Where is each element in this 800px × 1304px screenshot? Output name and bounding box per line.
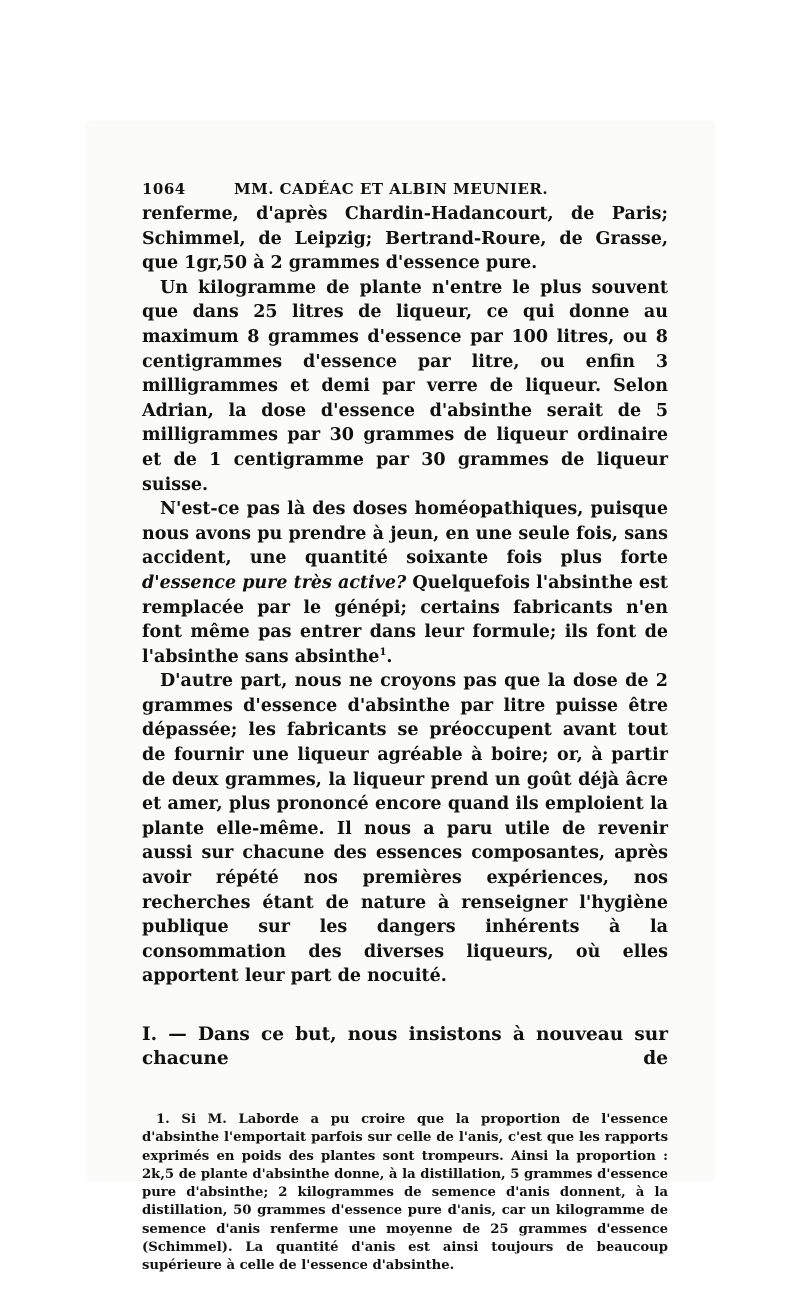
paragraph-continuation: renferme, d'après Chardin-Hadancourt, de Paris; Schimmel, de Leipzig; Bertrand-Roure, de Grasse, que 1gr,50 à 2 grammes d'essence pure.	[142, 204, 668, 274]
main-text	[142, 202, 668, 989]
paragraph-doses	[142, 497, 668, 669]
footnote	[142, 1111, 668, 1276]
paragraph-doses-emphasis: d'essence pure très active?	[142, 572, 407, 593]
paragraph-doses-start: N'est-ce pas là des doses homéopathiques, puisque nous avons pu prendre à jeun, en une seule fois, sans accident, une quantité soixante fois plus forte	[142, 499, 668, 569]
paragraph-doses-middle: Quelquefois l'absinthe est remplacée par le génépi; certains fabricants n'en font même pas entrer dans leur formule; ils font de l'absinthe sans absinthe	[142, 572, 669, 667]
header-authors: MM. CADÉAC ET ALBIN MEUNIER.	[234, 180, 549, 198]
book-page	[142, 180, 668, 1276]
paragraph-kilogramme: Un kilogramme de plante n'entre le plus souvent que dans 25 litres de liqueur, ce qui donne au maximum 8 grammes d'essence par 100 litres, ou 8 centigrammes d'essence par litre, ou enfin 3 milligrammes et demi par verre de liqueur. Selon Adrian, la dose d'essence d'absinthe serait de 5 milligrammes par 30 grammes de liqueur ordinaire et de 1 centigramme par 30 grammes de liqueur suisse.	[142, 277, 668, 495]
paragraph-doses-end: .	[386, 646, 393, 667]
page-number: 1064	[142, 180, 186, 198]
paragraph-dosage-limit: D'autre part, nous ne croyons pas que la dose de 2 grammes d'essence d'absinthe par litre puisse être dépassée; les fabricants se préoccupent avant tout de fournir une liqueur agréable à boire; or, à partir de deux grammes, la liqueur prend un goût déjà âcre et amer, plus prononcé encore quand ils emploient la plante elle-même. Il nous a paru utile de revenir aussi sur chacune des essences composantes, après avoir répété nos premières expériences, nos recherches étant de nature à renseigner l'hygiène publique sur les dangers inhérents à la consommation des diverses liqueurs, où elles apportent leur part de nocuité.	[142, 671, 668, 987]
footnote-reference: 1	[379, 646, 387, 658]
footnote-text: 1. Si M. Laborde a pu croire que la proportion de l'essence d'absinthe l'emportait parfois sur celle de l'anis, c'est que les rapports exprimés en poids des plantes sont trompeurs. Ainsi la proportion : 2k,5 de plante d'absinthe donne, à la distillation, 5 grammes d'essence pure d'absinthe; 2 kilogrammes de semence d'anis donnent, à la distillation, 50 grammes d'essence pure d'anis, car un kilogramme de semence d'anis renferme une moyenne de 25 grammes d'essence (Schimmel). La quantité d'anis est ainsi toujours de beaucoup supérieure à celle de l'essence d'absinthe.	[142, 1112, 668, 1274]
section-heading: I. — Dans ce but, nous insistons à nouveau sur chacune de	[142, 1024, 668, 1069]
running-header	[142, 180, 668, 198]
